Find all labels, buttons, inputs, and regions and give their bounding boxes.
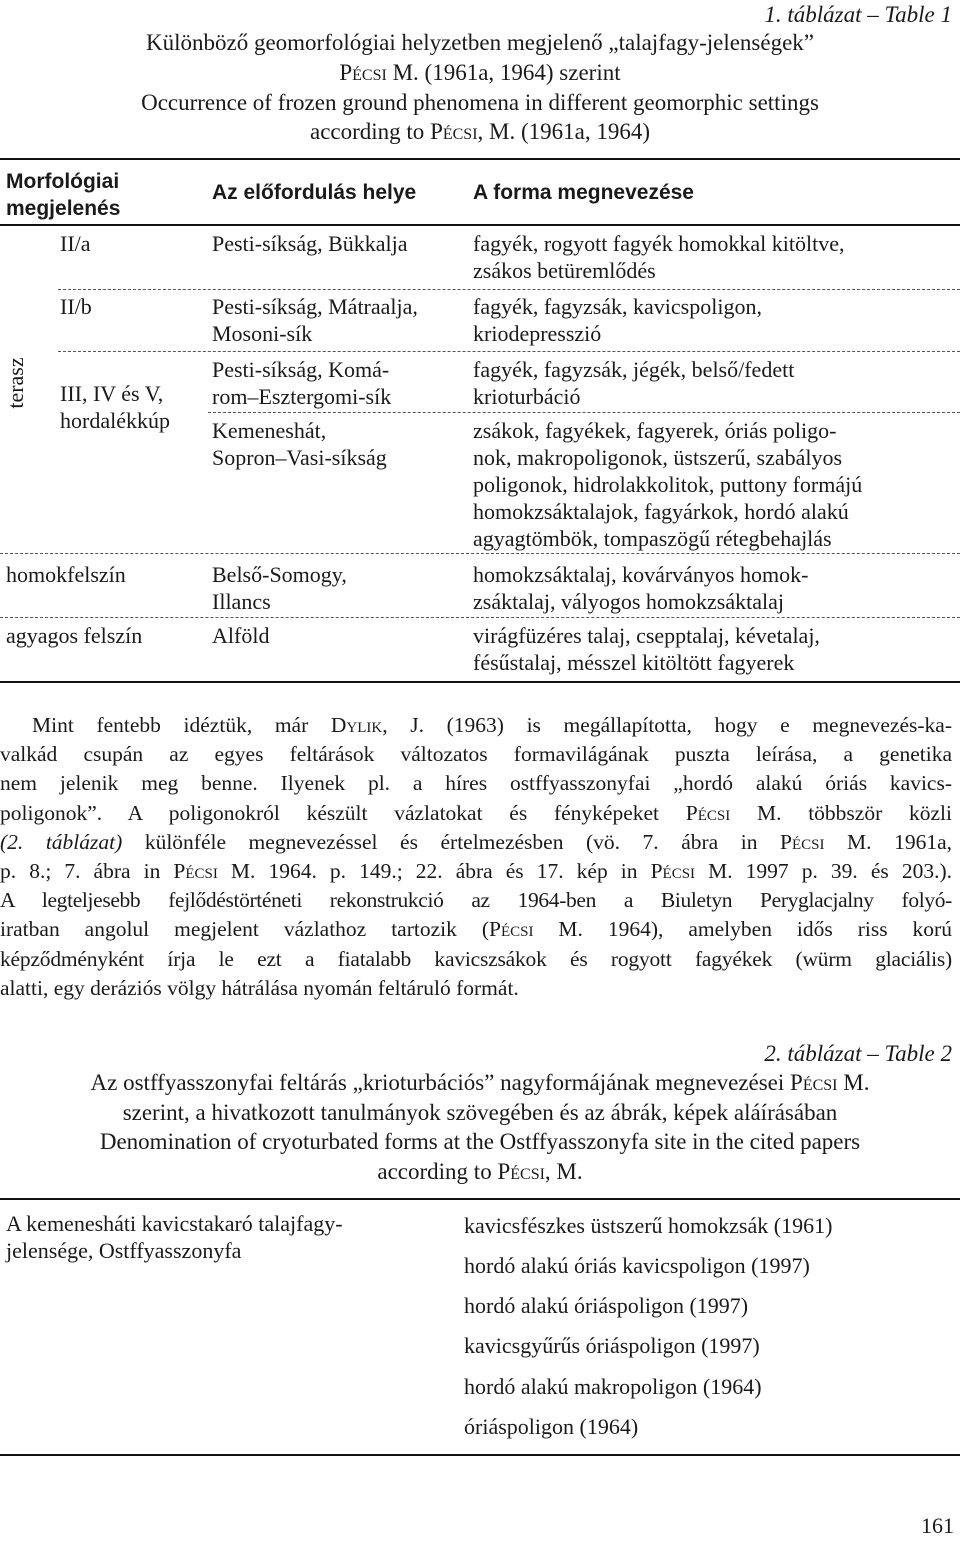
- row4-location: [212, 417, 387, 471]
- row5-location: [212, 561, 347, 615]
- table1-top-rule: [0, 158, 960, 160]
- table2-item: kavicsfészkes üstszerű homokzsák (1961): [464, 1213, 833, 1238]
- header-morph-line1: Morfológiai: [6, 170, 120, 193]
- table2-title-3: Denomination of cryoturbated forms at the Ostffyasszonyfa site in the cited papers: [99, 1129, 861, 1154]
- table2-left-line1: A kemenesháti kavicstakaró talajfagy-: [6, 1211, 343, 1236]
- side-label-terasz: terasz: [3, 357, 28, 409]
- table2-item: óriáspoligon (1964): [464, 1414, 639, 1439]
- row3-morph: [60, 380, 170, 434]
- row4-location-line2: Sopron–Vasi-síkság: [212, 445, 387, 470]
- row-divider: [0, 617, 960, 618]
- row6-location: Alföld: [212, 623, 270, 648]
- header-morph: [6, 168, 120, 222]
- row3-form: [473, 356, 794, 410]
- body-text: poligonok”. A poligonokról készült vázlatokat és fényképeket: [0, 800, 686, 825]
- row4-form: [473, 417, 862, 552]
- body-paragraph: [0, 711, 952, 1003]
- body-line: [0, 857, 952, 886]
- author-name: Pécsi, M.: [497, 1159, 583, 1184]
- author-name: Pécsi M.: [780, 829, 872, 854]
- row3-location-line1: Pesti-síkság, Komá-: [212, 357, 390, 382]
- row2-location-line1: Pesti-síkság, Mátraalja,: [212, 294, 418, 319]
- row1-location: Pesti-síkság, Bükkalja: [212, 231, 408, 256]
- body-line: [0, 915, 952, 944]
- row5-morph: homokfelszín: [6, 562, 126, 587]
- row3-morph-line1: III, IV és V,: [60, 381, 164, 406]
- row2-form: [473, 293, 762, 347]
- row4-form-line4: homokzsáktalajok, fagyárkok, hordó alakú: [473, 499, 849, 524]
- row6-morph: agyagos felszín: [6, 623, 143, 648]
- row2-form-line1: fagyék, fagyzsák, kavicspoligon,: [473, 294, 762, 319]
- row-divider: [0, 553, 960, 554]
- author-name: Pécsi M.: [488, 917, 583, 942]
- body-text: Mint fentebb idéztük, már: [32, 713, 331, 737]
- row3-location: [212, 356, 391, 410]
- body-text: 1964. p. 149.; 22. ábra és 17. kép in: [255, 859, 651, 884]
- author-name: Pécsi M.: [790, 1070, 870, 1095]
- author-name: Pécsi M.: [650, 859, 733, 884]
- row6-form: [473, 622, 820, 676]
- page-number: 161: [921, 1513, 954, 1538]
- row3-location-line2: rom–Esztergomi-sík: [212, 384, 392, 409]
- row3-form-line2: krioturbáció: [473, 384, 581, 409]
- body-text: iratban angolul megjelent vázlathoz tartozik (: [0, 917, 489, 942]
- row2-form-line2: kriodepresszió: [473, 321, 602, 346]
- header-morph-line2: megjelenés: [6, 197, 121, 220]
- row4-form-line3: poligonok, hidrolakkolitok, puttony formájú: [473, 472, 863, 497]
- body-line: nem jelenik meg benne. Ilyenek pl. a híres ostffyasszonyfai „hordó alakú óriás kavics-: [0, 771, 952, 796]
- row1-form: [473, 230, 844, 284]
- body-text: különféle megnevezéssel és értelmezésben (vö. 7. ábra in: [122, 829, 781, 854]
- row6-form-line2: fésűstalaj, mésszel kitöltött fagyerek: [473, 650, 795, 675]
- table2-item: hordó alakú óriáspoligon (1997): [464, 1293, 749, 1318]
- header-form: A forma megnevezése: [473, 181, 694, 204]
- table2-item: hordó alakú makropoligon (1964): [464, 1374, 762, 1399]
- row3-form-line1: fagyék, fagyzsák, jégék, belső/fedett: [473, 357, 795, 382]
- table2-title-2: szerint, a hivatkozott tanulmányok szövegében és az ábrák, képek aláírásában: [122, 1100, 838, 1125]
- row1-morph: II/a: [60, 231, 91, 256]
- row5-form-line2: zsáktalaj, vályogos homokzsáktalaj: [473, 589, 784, 614]
- title-text: (1961a, 1964): [515, 119, 651, 144]
- row-divider: [58, 351, 960, 352]
- row4-form-line1: zsákok, fagyékek, fagyerek, óriás poligo-: [473, 418, 837, 443]
- table2-left-cell: [6, 1210, 343, 1264]
- row-divider: [208, 412, 960, 413]
- table1-label: 1. táblázat – Table 1: [764, 2, 952, 27]
- table1-header-rule: [0, 224, 960, 226]
- body-text: p. 8.; 7. ábra in: [0, 859, 174, 884]
- title-text: Az ostffyasszonyfai feltárás „krioturbációs” nagyformájának megnevezései: [90, 1070, 791, 1095]
- row2-location-line2: Mosoni-sík: [212, 321, 313, 346]
- body-line: valkád csupán az egyes feltárások változatos formavilágának puszta leírása, a genetika: [0, 742, 952, 767]
- table2-label: 2. táblázat – Table 2: [764, 1041, 952, 1066]
- row-divider: [58, 289, 960, 290]
- row1-form-line2: zsákos betüremlődés: [473, 258, 656, 283]
- author-name: Pécsi M.: [173, 859, 256, 884]
- table2-bottom-rule: [0, 1454, 960, 1456]
- author-name: Pécsi, M.: [430, 119, 516, 144]
- table1-title-hu-2: [0, 58, 960, 87]
- row5-form-line1: homokzsáktalaj, kovárványos homok-: [473, 562, 809, 587]
- table-reference: (2. táblázat): [0, 829, 123, 854]
- author-name: Pécsi M.: [685, 800, 782, 825]
- table2-top-rule: [0, 1198, 960, 1200]
- table2-item: hordó alakú óriás kavicspoligon (1997): [464, 1253, 810, 1278]
- table2-left-line2: jelensége, Ostffyasszonyfa: [6, 1238, 242, 1263]
- table1-title-hu-1: Különböző geomorfológiai helyzetben megjelenő „talajfagy-jelenségek”: [145, 30, 814, 55]
- row2-morph: II/b: [60, 294, 92, 319]
- table2-title-1: [0, 1068, 960, 1097]
- row2-location: [212, 293, 418, 347]
- table1-bottom-rule: [0, 681, 960, 683]
- author-name: Pécsi M.: [339, 60, 419, 85]
- body-text: 1997 p. 39. és 203.).: [732, 859, 952, 884]
- body-line: [0, 711, 952, 740]
- body-text: 1964), amelyben idős riss korú: [582, 917, 952, 942]
- row5-location-line1: Belső-Somogy,: [212, 562, 347, 587]
- header-location: Az előfordulás helye: [212, 181, 417, 204]
- author-name: Dylik, J.: [330, 713, 424, 737]
- table1-title-en-2: [0, 117, 960, 146]
- row5-location-line2: Illancs: [212, 589, 271, 614]
- row4-location-line1: Kemeneshát,: [212, 418, 327, 443]
- body-line: A legteljesebb fejlődéstörténeti rekonstrukció az 1964-ben a Biuletyn Peryglacjalny folyó-: [0, 888, 952, 913]
- row4-form-line5: agyagtömbök, tompaszögű rétegbehajlás: [473, 526, 832, 551]
- row6-form-line1: virágfüzéres talaj, csepptalaj, kévetalaj,: [473, 623, 820, 648]
- body-line: [0, 799, 952, 828]
- row5-form: [473, 561, 808, 615]
- body-text: (1963) is megállapította, hogy e megnevezés-ka-: [424, 713, 953, 737]
- table2-item: kavicsgyűrűs óriáspoligon (1997): [464, 1333, 760, 1358]
- row4-form-line2: nok, makropoligonok, üstszerű, szabályos: [473, 445, 843, 470]
- body-line: képződményként írja le ezt a fiatalabb kavicszsákok és rogyott fagyékek (würm glaciális): [0, 946, 952, 971]
- title-text: according to: [309, 119, 431, 144]
- title-text: according to: [377, 1159, 498, 1184]
- table1-title-en-1: Occurrence of frozen ground phenomena in different geomorphic settings: [141, 90, 819, 115]
- body-text: 1961a,: [871, 829, 952, 854]
- body-text: többször közli: [781, 800, 952, 825]
- body-line: [0, 828, 952, 857]
- row1-form-line1: fagyék, rogyott fagyék homokkal kitöltve,: [473, 231, 845, 256]
- title-text: (1961a, 1964) szerint: [418, 60, 621, 85]
- body-line: alatti, egy deráziós völgy hátrálása nyomán feltáruló formát.: [0, 975, 519, 1000]
- row3-morph-line2: hordalékkúp: [60, 408, 170, 433]
- table2-title-4: [0, 1157, 960, 1186]
